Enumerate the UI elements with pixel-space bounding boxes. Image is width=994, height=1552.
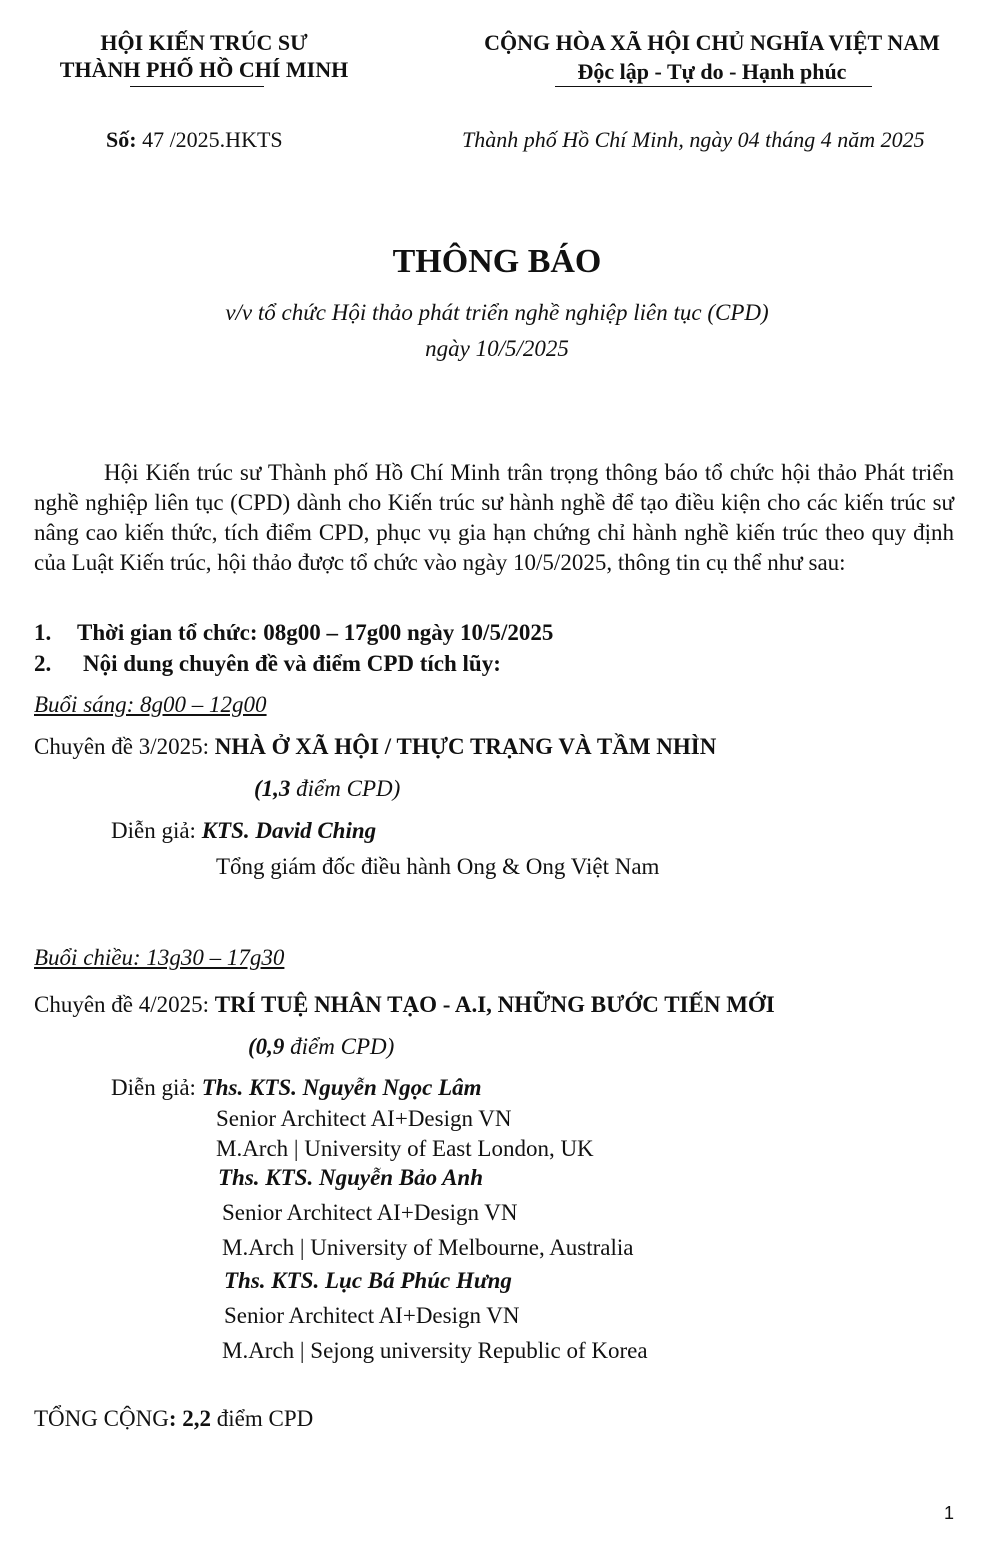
speaker-1-name: Ths. KTS. Nguyễn Ngọc Lâm	[201, 1075, 482, 1100]
speaker-3-degree: M.Arch | Sejong university Republic of Korea	[222, 1338, 648, 1363]
afternoon-topic-label: Chuyên đề 4/2025:	[34, 992, 215, 1017]
place-date: Thành phố Hồ Chí Minh, ngày 04 tháng 4 năm 2025	[462, 127, 925, 152]
afternoon-session-heading: Buổi chiều: 13g30 – 17g30	[34, 945, 285, 970]
document-subject: v/v tổ chức Hội thảo phát triển nghề nghiệp liên tục (CPD)	[225, 300, 769, 325]
afternoon-points	[248, 1034, 394, 1060]
speaker-2-degree: M.Arch | University of Melbourne, Australia	[222, 1235, 634, 1260]
afternoon-topic	[34, 992, 775, 1018]
document-number-label: Số:	[106, 127, 137, 152]
morning-speaker-label: Diễn giả:	[111, 818, 202, 843]
speaker-1-role: Senior Architect AI+Design VN	[216, 1106, 512, 1131]
morning-speaker	[111, 818, 376, 844]
document-number	[106, 127, 283, 153]
motto-underline	[555, 86, 872, 87]
afternoon-speaker-1	[111, 1075, 482, 1101]
item-1-text: Thời gian tổ chức: 08g00 – 17g00 ngày 10/5/2025	[77, 620, 554, 645]
speaker-2-role: Senior Architect AI+Design VN	[222, 1200, 518, 1225]
org-name-line2: THÀNH PHỐ HỒ CHÍ MINH	[59, 57, 349, 82]
document-title: THÔNG BÁO	[392, 243, 602, 280]
total-label: TỔNG CỘNG	[34, 1406, 169, 1431]
afternoon-points-unit: điểm CPD)	[284, 1034, 395, 1059]
speaker-3-name: Ths. KTS. Lục Bá Phúc Hưng	[224, 1268, 512, 1293]
morning-speaker-name: KTS. David Ching	[201, 818, 377, 843]
morning-topic	[34, 734, 716, 760]
morning-points-number: (1,3	[254, 776, 291, 801]
total-value: : 2,2	[168, 1406, 211, 1431]
morning-points	[254, 776, 400, 802]
morning-points-unit: điểm CPD)	[290, 776, 401, 801]
afternoon-speaker-label: Diễn giả:	[111, 1075, 202, 1100]
document-number-value: 47 /2025.HKTS	[136, 127, 283, 152]
morning-speaker-role: Tổng giám đốc điều hành Ong & Ong Việt Nam	[216, 854, 660, 879]
morning-session-heading: Buổi sáng: 8g00 – 12g00	[34, 692, 267, 717]
intro-paragraph	[34, 458, 954, 578]
intro-text: Hội Kiến trúc sư Thành phố Hồ Chí Minh trân trọng thông báo tổ chức hội thảo Phát triển nghề nghiệp liên tục (CPD) dành cho Kiến trúc sư hành nghề để tạo điều kiện cho các kiến trúc sư nâng cao kiến thức, tích điểm CPD, phục vụ gia hạn chứng chỉ hành nghề kiến trúc theo quy định của Luật Kiến trúc, hội thảo được tổ chức vào ngày 10/5/2025, thông tin cụ thể như sau:	[34, 460, 954, 575]
item-1	[34, 620, 553, 646]
speaker-3-role: Senior Architect AI+Design VN	[224, 1303, 520, 1328]
morning-topic-label: Chuyên đề 3/2025:	[34, 734, 215, 759]
afternoon-points-number: (0,9	[248, 1034, 285, 1059]
nation-motto: Độc lập - Tự do - Hạnh phúc	[577, 59, 847, 84]
org-name-line1: HỘI KIẾN TRÚC SƯ	[100, 30, 308, 55]
item-2-number: 2.	[34, 651, 52, 676]
afternoon-topic-title: TRÍ TUỆ NHÂN TẠO - A.I, NHỮNG BƯỚC TIẾN MỚI	[214, 992, 775, 1017]
item-1-number: 1.	[34, 620, 52, 645]
nation-line1: CỘNG HÒA XÃ HỘI CHỦ NGHĨA VIỆT NAM	[484, 30, 940, 55]
org-underline	[130, 86, 264, 87]
item-2-text: Nội dung chuyên đề và điểm CPD tích lũy:	[83, 651, 501, 676]
document-date-line: ngày 10/5/2025	[425, 336, 569, 361]
page-number: 1	[944, 1503, 955, 1523]
speaker-2-name: Ths. KTS. Nguyễn Bảo Anh	[218, 1165, 483, 1190]
morning-topic-title: NHÀ Ở XÃ HỘI / THỰC TRẠNG VÀ TẦM NHÌN	[214, 734, 717, 759]
item-2	[34, 651, 501, 677]
speaker-1-degree: M.Arch | University of East London, UK	[216, 1136, 594, 1161]
total-unit: điểm CPD	[210, 1406, 314, 1431]
total-points	[34, 1406, 313, 1432]
